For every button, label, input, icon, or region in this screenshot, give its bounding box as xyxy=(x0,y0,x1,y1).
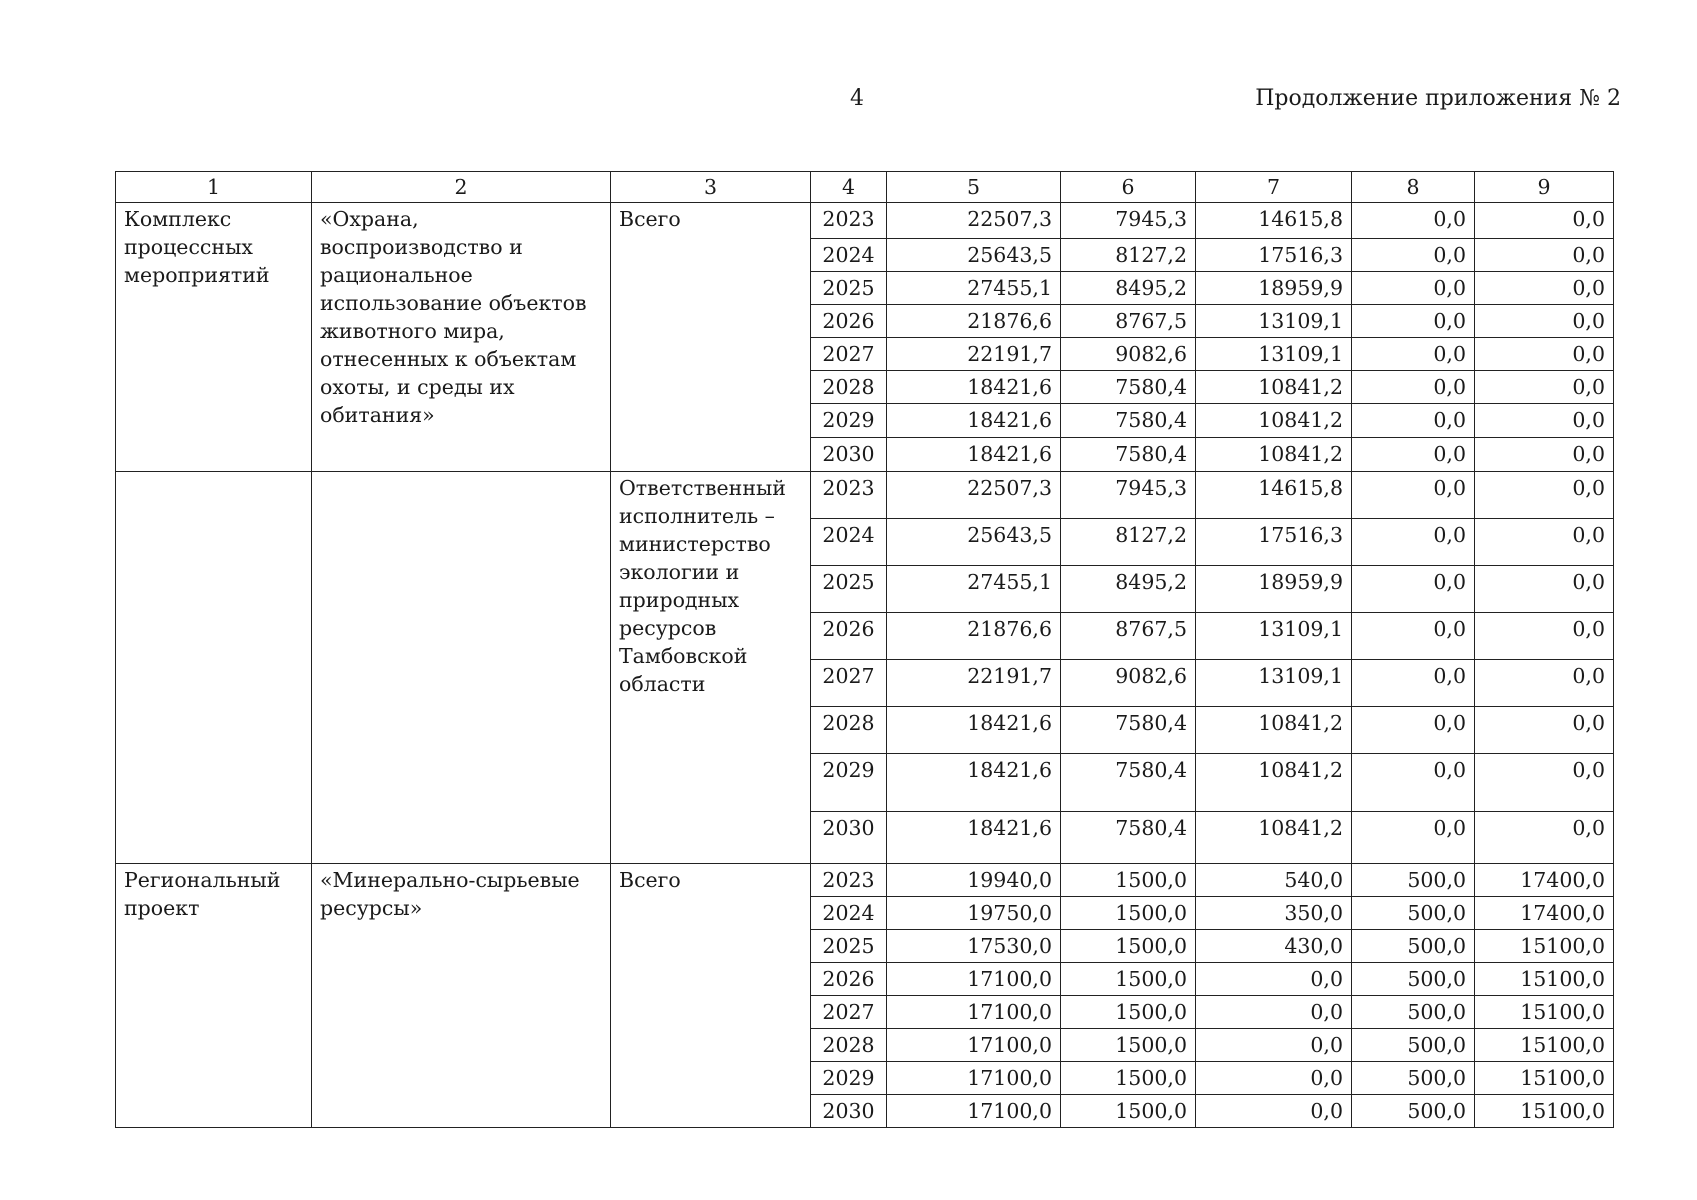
value-cell: 15100,0 xyxy=(1475,1029,1614,1062)
value-cell: 1500,0 xyxy=(1061,996,1196,1029)
year-cell: 2025 xyxy=(811,930,887,963)
column-number: 2 xyxy=(312,172,611,203)
funding-source-cell: Ответственный исполнитель – министерство экологии и природных ресурсов Тамбовской области xyxy=(611,472,811,864)
value-cell: 18959,9 xyxy=(1196,566,1352,613)
value-cell: 0,0 xyxy=(1352,613,1475,660)
year-cell: 2030 xyxy=(811,812,887,864)
value-cell: 27455,1 xyxy=(887,272,1061,305)
value-cell: 19750,0 xyxy=(887,897,1061,930)
activity-name-cell: «Минерально-сырьевые ресурсы» xyxy=(312,864,611,1128)
value-cell: 0,0 xyxy=(1475,812,1614,864)
group-responsible-executor xyxy=(116,472,1614,864)
group-process-measures xyxy=(116,203,1614,472)
value-cell: 18421,6 xyxy=(887,754,1061,812)
funding-source-cell: Всего xyxy=(611,864,811,1128)
value-cell: 10841,2 xyxy=(1196,812,1352,864)
value-cell: 0,0 xyxy=(1352,754,1475,812)
year-cell: 2029 xyxy=(811,1062,887,1095)
column-number: 1 xyxy=(116,172,312,203)
value-cell: 500,0 xyxy=(1352,1095,1475,1128)
value-cell: 19940,0 xyxy=(887,864,1061,897)
year-cell: 2024 xyxy=(811,897,887,930)
value-cell: 17100,0 xyxy=(887,1095,1061,1128)
value-cell: 27455,1 xyxy=(887,566,1061,613)
page-number: 4 xyxy=(850,86,864,111)
value-cell: 18421,6 xyxy=(887,404,1061,438)
value-cell: 1500,0 xyxy=(1061,930,1196,963)
funding-source-cell: Всего xyxy=(611,203,811,472)
value-cell: 10841,2 xyxy=(1196,754,1352,812)
value-cell: 17100,0 xyxy=(887,963,1061,996)
value-cell: 0,0 xyxy=(1352,338,1475,371)
value-cell: 0,0 xyxy=(1196,1029,1352,1062)
column-number-row xyxy=(116,172,1614,203)
value-cell: 8767,5 xyxy=(1061,613,1196,660)
year-cell: 2028 xyxy=(811,707,887,754)
value-cell: 17100,0 xyxy=(887,996,1061,1029)
value-cell: 500,0 xyxy=(1352,864,1475,897)
value-cell: 500,0 xyxy=(1352,996,1475,1029)
value-cell: 17530,0 xyxy=(887,930,1061,963)
year-cell: 2026 xyxy=(811,613,887,660)
value-cell: 0,0 xyxy=(1475,338,1614,371)
value-cell: 0,0 xyxy=(1475,404,1614,438)
value-cell: 9082,6 xyxy=(1061,338,1196,371)
value-cell: 0,0 xyxy=(1352,239,1475,272)
value-cell: 10841,2 xyxy=(1196,404,1352,438)
value-cell: 7580,4 xyxy=(1061,371,1196,404)
value-cell: 350,0 xyxy=(1196,897,1352,930)
year-cell: 2025 xyxy=(811,566,887,613)
value-cell: 0,0 xyxy=(1196,963,1352,996)
year-cell: 2028 xyxy=(811,1029,887,1062)
value-cell: 7580,4 xyxy=(1061,812,1196,864)
value-cell: 17516,3 xyxy=(1196,519,1352,566)
activity-type-cell: Комплекс процессных мероприятий xyxy=(116,203,312,472)
year-cell: 2023 xyxy=(811,203,887,239)
value-cell: 8127,2 xyxy=(1061,239,1196,272)
value-cell: 0,0 xyxy=(1352,707,1475,754)
value-cell: 0,0 xyxy=(1475,660,1614,707)
value-cell: 1500,0 xyxy=(1061,1062,1196,1095)
value-cell: 0,0 xyxy=(1352,371,1475,404)
value-cell: 10841,2 xyxy=(1196,371,1352,404)
value-cell: 18421,6 xyxy=(887,812,1061,864)
year-cell: 2030 xyxy=(811,1095,887,1128)
value-cell: 9082,6 xyxy=(1061,660,1196,707)
value-cell: 10841,2 xyxy=(1196,707,1352,754)
value-cell: 7580,4 xyxy=(1061,707,1196,754)
value-cell: 0,0 xyxy=(1475,239,1614,272)
year-cell: 2025 xyxy=(811,272,887,305)
table-row xyxy=(116,203,1614,239)
year-cell: 2028 xyxy=(811,371,887,404)
value-cell: 500,0 xyxy=(1352,930,1475,963)
value-cell: 1500,0 xyxy=(1061,897,1196,930)
value-cell: 8495,2 xyxy=(1061,566,1196,613)
value-cell: 18959,9 xyxy=(1196,272,1352,305)
activity-type-cell xyxy=(116,472,312,864)
value-cell: 540,0 xyxy=(1196,864,1352,897)
value-cell: 17400,0 xyxy=(1475,864,1614,897)
value-cell: 8767,5 xyxy=(1061,305,1196,338)
year-cell: 2024 xyxy=(811,239,887,272)
value-cell: 430,0 xyxy=(1196,930,1352,963)
value-cell: 0,0 xyxy=(1196,996,1352,1029)
column-number: 4 xyxy=(811,172,887,203)
value-cell: 500,0 xyxy=(1352,963,1475,996)
value-cell: 17400,0 xyxy=(1475,897,1614,930)
year-cell: 2029 xyxy=(811,754,887,812)
value-cell: 18421,6 xyxy=(887,371,1061,404)
activity-name-cell: «Охрана, воспроизводство и рациональное использование объектов животного мира, отнесенных к объектам охоты, и среды их обитания» xyxy=(312,203,611,472)
column-number: 8 xyxy=(1352,172,1475,203)
value-cell: 0,0 xyxy=(1475,613,1614,660)
value-cell: 0,0 xyxy=(1475,203,1614,239)
value-cell: 13109,1 xyxy=(1196,660,1352,707)
value-cell: 15100,0 xyxy=(1475,1062,1614,1095)
column-number: 3 xyxy=(611,172,811,203)
value-cell: 15100,0 xyxy=(1475,1095,1614,1128)
activity-type-cell: Региональный проект xyxy=(116,864,312,1128)
year-cell: 2030 xyxy=(811,438,887,472)
value-cell: 0,0 xyxy=(1352,203,1475,239)
year-cell: 2027 xyxy=(811,660,887,707)
value-cell: 0,0 xyxy=(1352,404,1475,438)
year-cell: 2026 xyxy=(811,963,887,996)
value-cell: 0,0 xyxy=(1475,272,1614,305)
column-number: 6 xyxy=(1061,172,1196,203)
value-cell: 1500,0 xyxy=(1061,963,1196,996)
year-cell: 2026 xyxy=(811,305,887,338)
value-cell: 7580,4 xyxy=(1061,438,1196,472)
value-cell: 21876,6 xyxy=(887,305,1061,338)
value-cell: 500,0 xyxy=(1352,897,1475,930)
column-number: 9 xyxy=(1475,172,1614,203)
value-cell: 8127,2 xyxy=(1061,519,1196,566)
value-cell: 0,0 xyxy=(1352,272,1475,305)
value-cell: 0,0 xyxy=(1475,438,1614,472)
value-cell: 0,0 xyxy=(1196,1062,1352,1095)
annex-continuation-note: Продолжение приложения № 2 xyxy=(1255,86,1621,111)
value-cell: 7580,4 xyxy=(1061,754,1196,812)
value-cell: 0,0 xyxy=(1352,660,1475,707)
year-cell: 2029 xyxy=(811,404,887,438)
year-cell: 2023 xyxy=(811,864,887,897)
value-cell: 22191,7 xyxy=(887,660,1061,707)
value-cell: 0,0 xyxy=(1475,472,1614,519)
value-cell: 18421,6 xyxy=(887,707,1061,754)
value-cell: 13109,1 xyxy=(1196,305,1352,338)
value-cell: 0,0 xyxy=(1475,566,1614,613)
year-cell: 2023 xyxy=(811,472,887,519)
value-cell: 15100,0 xyxy=(1475,963,1614,996)
table-row xyxy=(116,472,1614,519)
group-regional-project xyxy=(116,864,1614,1128)
value-cell: 18421,6 xyxy=(887,438,1061,472)
value-cell: 13109,1 xyxy=(1196,613,1352,660)
value-cell: 15100,0 xyxy=(1475,930,1614,963)
value-cell: 10841,2 xyxy=(1196,438,1352,472)
value-cell: 0,0 xyxy=(1475,754,1614,812)
value-cell: 1500,0 xyxy=(1061,864,1196,897)
value-cell: 17516,3 xyxy=(1196,239,1352,272)
value-cell: 21876,6 xyxy=(887,613,1061,660)
value-cell: 22507,3 xyxy=(887,203,1061,239)
value-cell: 13109,1 xyxy=(1196,338,1352,371)
value-cell: 17100,0 xyxy=(887,1029,1061,1062)
value-cell: 25643,5 xyxy=(887,519,1061,566)
value-cell: 0,0 xyxy=(1352,566,1475,613)
value-cell: 0,0 xyxy=(1475,707,1614,754)
value-cell: 7945,3 xyxy=(1061,203,1196,239)
value-cell: 0,0 xyxy=(1475,305,1614,338)
value-cell: 25643,5 xyxy=(887,239,1061,272)
value-cell: 15100,0 xyxy=(1475,996,1614,1029)
year-cell: 2027 xyxy=(811,338,887,371)
value-cell: 500,0 xyxy=(1352,1029,1475,1062)
value-cell: 0,0 xyxy=(1352,438,1475,472)
activity-name-cell xyxy=(312,472,611,864)
value-cell: 22191,7 xyxy=(887,338,1061,371)
value-cell: 500,0 xyxy=(1352,1062,1475,1095)
column-number: 5 xyxy=(887,172,1061,203)
value-cell: 0,0 xyxy=(1352,305,1475,338)
value-cell: 0,0 xyxy=(1475,519,1614,566)
value-cell: 17100,0 xyxy=(887,1062,1061,1095)
value-cell: 22507,3 xyxy=(887,472,1061,519)
value-cell: 1500,0 xyxy=(1061,1095,1196,1128)
value-cell: 7945,3 xyxy=(1061,472,1196,519)
value-cell: 14615,8 xyxy=(1196,203,1352,239)
value-cell: 0,0 xyxy=(1352,812,1475,864)
year-cell: 2024 xyxy=(811,519,887,566)
value-cell: 0,0 xyxy=(1475,371,1614,404)
value-cell: 14615,8 xyxy=(1196,472,1352,519)
value-cell: 1500,0 xyxy=(1061,1029,1196,1062)
year-cell: 2027 xyxy=(811,996,887,1029)
value-cell: 0,0 xyxy=(1352,472,1475,519)
value-cell: 0,0 xyxy=(1196,1095,1352,1128)
value-cell: 8495,2 xyxy=(1061,272,1196,305)
value-cell: 0,0 xyxy=(1352,519,1475,566)
column-number: 7 xyxy=(1196,172,1352,203)
value-cell: 7580,4 xyxy=(1061,404,1196,438)
table-row xyxy=(116,864,1614,897)
budget-table xyxy=(115,171,1614,1128)
